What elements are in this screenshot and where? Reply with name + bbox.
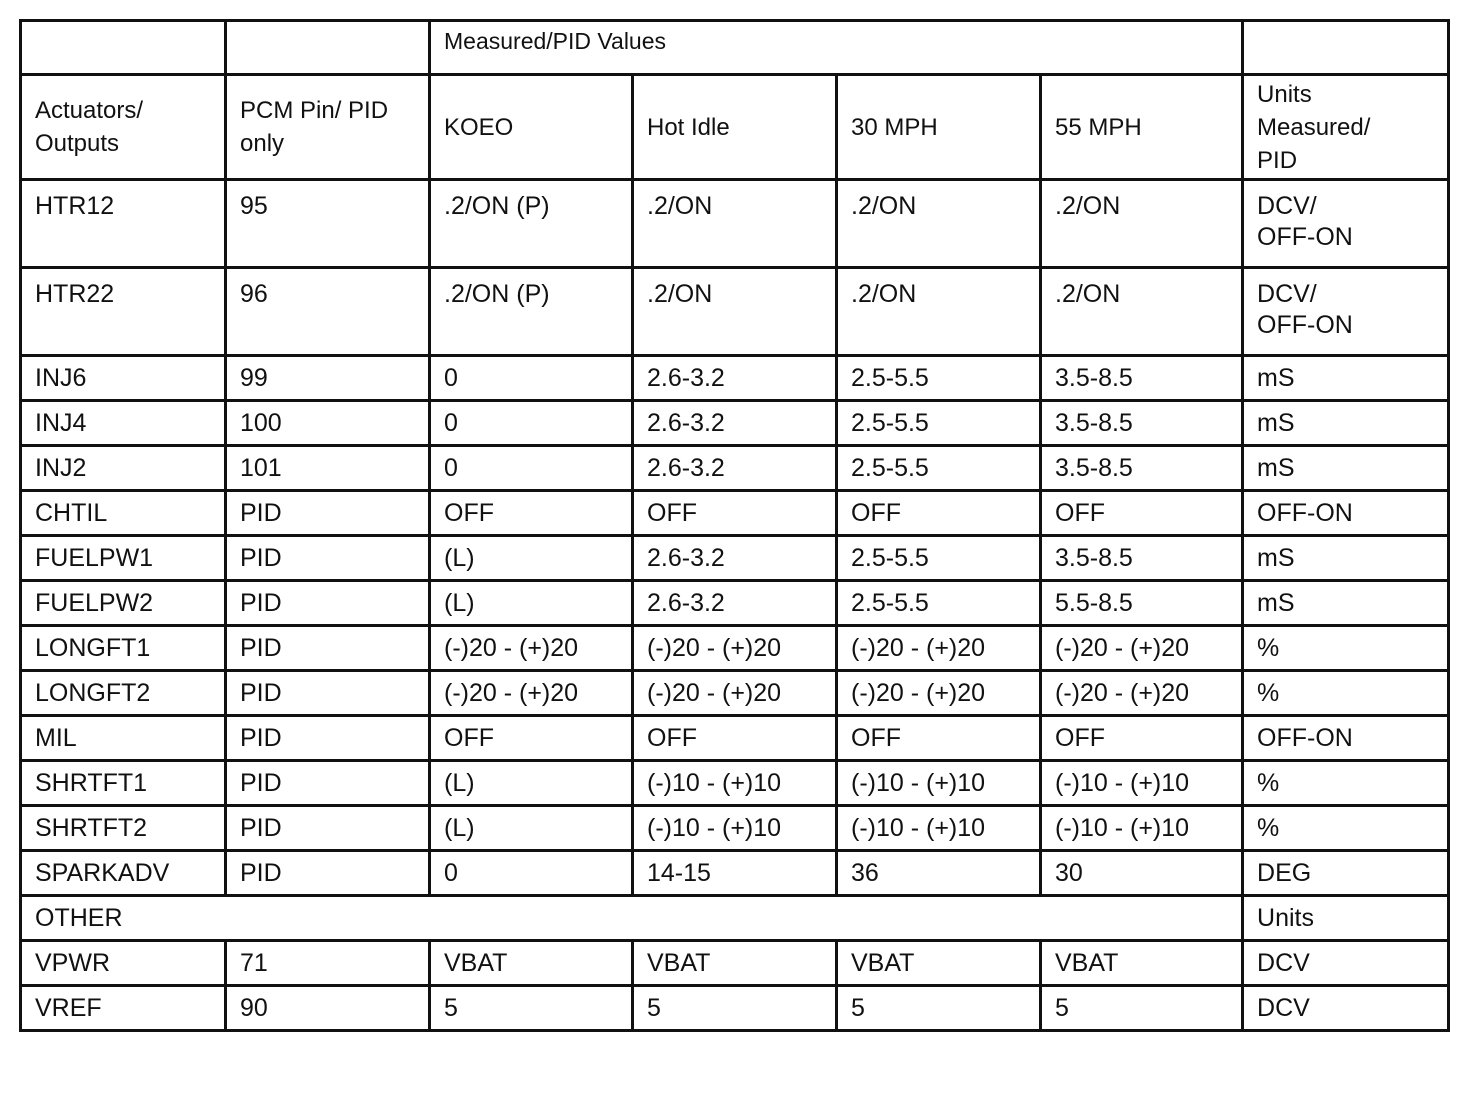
cell-55-mph: 30 bbox=[1041, 851, 1243, 896]
cell-koeo: (-)20 - (+)20 bbox=[430, 626, 633, 671]
cell-signal-name: HTR12 bbox=[21, 180, 226, 268]
cell-pcm-pin: 100 bbox=[226, 401, 430, 446]
table-row bbox=[21, 671, 1449, 716]
cell-koeo: OFF bbox=[430, 491, 633, 536]
cell-pcm-pin: 101 bbox=[226, 446, 430, 491]
col-header-koeo: KOEO bbox=[430, 75, 633, 180]
table-row bbox=[21, 941, 1449, 986]
col-header-55-mph: 55 MPH bbox=[1041, 75, 1243, 180]
cell-pcm-pin: 95 bbox=[226, 180, 430, 268]
cell-hot-idle: 14-15 bbox=[633, 851, 837, 896]
col-header-units: Units Measured/ PID bbox=[1243, 75, 1449, 180]
cell-hot-idle: .2/ON bbox=[633, 268, 837, 356]
cell-30-mph: (-)20 - (+)20 bbox=[837, 671, 1041, 716]
col-header-hot-idle: Hot Idle bbox=[633, 75, 837, 180]
cell-pcm-pin: PID bbox=[226, 536, 430, 581]
table-row bbox=[21, 268, 1449, 356]
cell-30-mph: 2.5-5.5 bbox=[837, 356, 1041, 401]
cell-55-mph: OFF bbox=[1041, 716, 1243, 761]
cell-koeo: (L) bbox=[430, 761, 633, 806]
cell-30-mph: 2.5-5.5 bbox=[837, 446, 1041, 491]
cell-pcm-pin: PID bbox=[226, 626, 430, 671]
cell-units: mS bbox=[1243, 401, 1449, 446]
table-row bbox=[21, 626, 1449, 671]
cell-signal-name: MIL bbox=[21, 716, 226, 761]
cell-units: % bbox=[1243, 671, 1449, 716]
cell-units: mS bbox=[1243, 446, 1449, 491]
cell-30-mph: OFF bbox=[837, 491, 1041, 536]
cell-30-mph: (-)10 - (+)10 bbox=[837, 806, 1041, 851]
cell-55-mph: (-)10 - (+)10 bbox=[1041, 761, 1243, 806]
cell-hot-idle: OFF bbox=[633, 491, 837, 536]
col-header-actuators: Actuators/ Outputs bbox=[21, 75, 226, 180]
cell-signal-name: INJ2 bbox=[21, 446, 226, 491]
cell-hot-idle: 2.6-3.2 bbox=[633, 446, 837, 491]
cell-pcm-pin: PID bbox=[226, 716, 430, 761]
table-row bbox=[21, 761, 1449, 806]
cell-55-mph: 3.5-8.5 bbox=[1041, 401, 1243, 446]
column-header-row bbox=[21, 75, 1449, 180]
col-header-30-mph: 30 MPH bbox=[837, 75, 1041, 180]
header-group-row bbox=[21, 21, 1449, 75]
cell-55-mph: (-)20 - (+)20 bbox=[1041, 671, 1243, 716]
cell-hot-idle: 5 bbox=[633, 986, 837, 1031]
cell-signal-name: SHRTFT1 bbox=[21, 761, 226, 806]
cell-units: DCV/ OFF-ON bbox=[1243, 268, 1449, 356]
cell-55-mph: .2/ON bbox=[1041, 180, 1243, 268]
cell-55-mph: (-)10 - (+)10 bbox=[1041, 806, 1243, 851]
cell-hot-idle: 2.6-3.2 bbox=[633, 581, 837, 626]
cell-pcm-pin: PID bbox=[226, 851, 430, 896]
cell-hot-idle: .2/ON bbox=[633, 180, 837, 268]
cell-30-mph: 2.5-5.5 bbox=[837, 581, 1041, 626]
cell-pcm-pin: 90 bbox=[226, 986, 430, 1031]
cell-koeo: OFF bbox=[430, 716, 633, 761]
table-body bbox=[21, 21, 1449, 1031]
header-blank-cell bbox=[21, 21, 226, 75]
cell-units: DEG bbox=[1243, 851, 1449, 896]
cell-units: % bbox=[1243, 806, 1449, 851]
table-row bbox=[21, 986, 1449, 1031]
header-blank-cell bbox=[226, 21, 430, 75]
cell-koeo: .2/ON (P) bbox=[430, 268, 633, 356]
cell-koeo: (L) bbox=[430, 806, 633, 851]
cell-30-mph: 36 bbox=[837, 851, 1041, 896]
cell-koeo: 0 bbox=[430, 851, 633, 896]
cell-pcm-pin: PID bbox=[226, 581, 430, 626]
cell-55-mph: .2/ON bbox=[1041, 268, 1243, 356]
cell-pcm-pin: PID bbox=[226, 761, 430, 806]
other-units-header: Units bbox=[1243, 896, 1449, 941]
cell-signal-name: INJ6 bbox=[21, 356, 226, 401]
cell-units: DCV bbox=[1243, 941, 1449, 986]
cell-hot-idle: (-)10 - (+)10 bbox=[633, 761, 837, 806]
cell-koeo: 0 bbox=[430, 401, 633, 446]
cell-koeo: (L) bbox=[430, 536, 633, 581]
table-row bbox=[21, 716, 1449, 761]
cell-hot-idle: 2.6-3.2 bbox=[633, 401, 837, 446]
cell-units: OFF-ON bbox=[1243, 716, 1449, 761]
table-row bbox=[21, 356, 1449, 401]
cell-pcm-pin: PID bbox=[226, 806, 430, 851]
table-row bbox=[21, 491, 1449, 536]
cell-55-mph: 3.5-8.5 bbox=[1041, 356, 1243, 401]
cell-30-mph: 5 bbox=[837, 986, 1041, 1031]
cell-55-mph: 3.5-8.5 bbox=[1041, 536, 1243, 581]
cell-30-mph: 2.5-5.5 bbox=[837, 401, 1041, 446]
cell-units: % bbox=[1243, 626, 1449, 671]
table-row bbox=[21, 180, 1449, 268]
cell-hot-idle: 2.6-3.2 bbox=[633, 536, 837, 581]
cell-koeo: 5 bbox=[430, 986, 633, 1031]
table-row bbox=[21, 536, 1449, 581]
cell-signal-name: SHRTFT2 bbox=[21, 806, 226, 851]
document-page bbox=[19, 19, 1450, 1032]
measured-pid-values-header: Measured/PID Values bbox=[430, 21, 1243, 75]
pid-values-table bbox=[19, 19, 1450, 1032]
cell-units: OFF-ON bbox=[1243, 491, 1449, 536]
cell-units: mS bbox=[1243, 356, 1449, 401]
cell-units: mS bbox=[1243, 581, 1449, 626]
cell-pcm-pin: PID bbox=[226, 491, 430, 536]
cell-hot-idle: (-)20 - (+)20 bbox=[633, 671, 837, 716]
table-row bbox=[21, 446, 1449, 491]
cell-hot-idle: 2.6-3.2 bbox=[633, 356, 837, 401]
cell-55-mph: 5 bbox=[1041, 986, 1243, 1031]
cell-55-mph: (-)20 - (+)20 bbox=[1041, 626, 1243, 671]
cell-signal-name: VPWR bbox=[21, 941, 226, 986]
cell-signal-name: FUELPW2 bbox=[21, 581, 226, 626]
cell-signal-name: HTR22 bbox=[21, 268, 226, 356]
cell-koeo: VBAT bbox=[430, 941, 633, 986]
cell-signal-name: VREF bbox=[21, 986, 226, 1031]
cell-signal-name: INJ4 bbox=[21, 401, 226, 446]
cell-koeo: (L) bbox=[430, 581, 633, 626]
cell-pcm-pin: 99 bbox=[226, 356, 430, 401]
other-section-label: OTHER bbox=[21, 896, 1243, 941]
table-row bbox=[21, 401, 1449, 446]
cell-units: DCV/ OFF-ON bbox=[1243, 180, 1449, 268]
cell-signal-name: SPARKADV bbox=[21, 851, 226, 896]
col-header-pcm-pin: PCM Pin/ PID only bbox=[226, 75, 430, 180]
cell-koeo: .2/ON (P) bbox=[430, 180, 633, 268]
cell-signal-name: CHTIL bbox=[21, 491, 226, 536]
table-row bbox=[21, 581, 1449, 626]
cell-pcm-pin: 96 bbox=[226, 268, 430, 356]
cell-30-mph: .2/ON bbox=[837, 180, 1041, 268]
cell-55-mph: VBAT bbox=[1041, 941, 1243, 986]
cell-30-mph: .2/ON bbox=[837, 268, 1041, 356]
cell-hot-idle: OFF bbox=[633, 716, 837, 761]
cell-30-mph: OFF bbox=[837, 716, 1041, 761]
cell-55-mph: 3.5-8.5 bbox=[1041, 446, 1243, 491]
table-row bbox=[21, 851, 1449, 896]
cell-55-mph: 5.5-8.5 bbox=[1041, 581, 1243, 626]
cell-55-mph: OFF bbox=[1041, 491, 1243, 536]
table-row bbox=[21, 806, 1449, 851]
cell-30-mph: (-)10 - (+)10 bbox=[837, 761, 1041, 806]
cell-units: DCV bbox=[1243, 986, 1449, 1031]
cell-koeo: (-)20 - (+)20 bbox=[430, 671, 633, 716]
cell-koeo: 0 bbox=[430, 356, 633, 401]
cell-units: % bbox=[1243, 761, 1449, 806]
header-blank-cell bbox=[1243, 21, 1449, 75]
cell-signal-name: FUELPW1 bbox=[21, 536, 226, 581]
cell-koeo: 0 bbox=[430, 446, 633, 491]
cell-30-mph: (-)20 - (+)20 bbox=[837, 626, 1041, 671]
cell-hot-idle: VBAT bbox=[633, 941, 837, 986]
cell-hot-idle: (-)10 - (+)10 bbox=[633, 806, 837, 851]
cell-signal-name: LONGFT2 bbox=[21, 671, 226, 716]
cell-units: mS bbox=[1243, 536, 1449, 581]
other-section-row bbox=[21, 896, 1449, 941]
cell-hot-idle: (-)20 - (+)20 bbox=[633, 626, 837, 671]
cell-signal-name: LONGFT1 bbox=[21, 626, 226, 671]
cell-30-mph: 2.5-5.5 bbox=[837, 536, 1041, 581]
cell-pcm-pin: 71 bbox=[226, 941, 430, 986]
cell-pcm-pin: PID bbox=[226, 671, 430, 716]
cell-30-mph: VBAT bbox=[837, 941, 1041, 986]
